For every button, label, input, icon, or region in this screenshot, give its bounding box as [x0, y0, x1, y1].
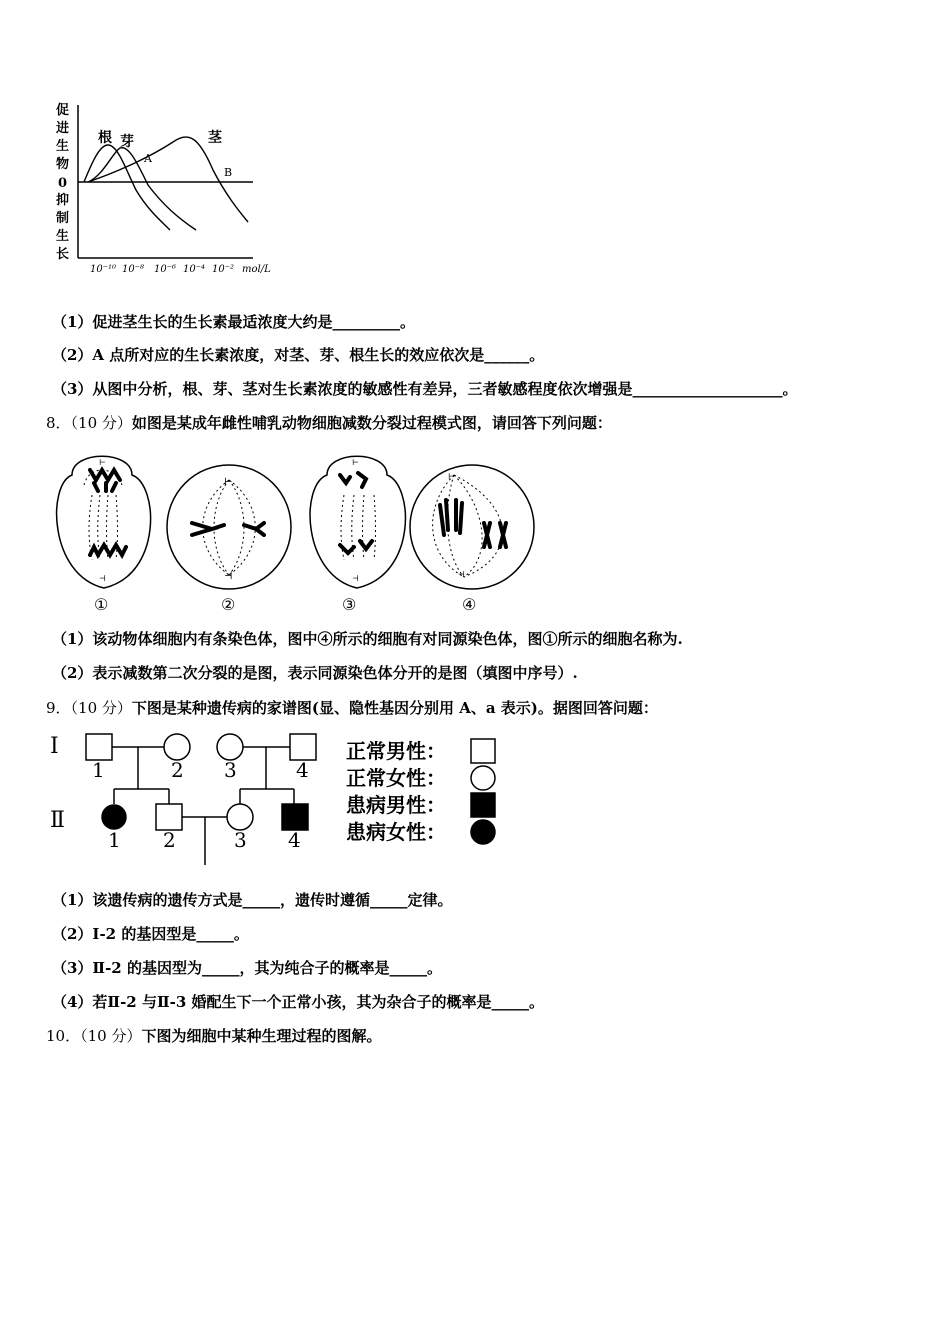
gen2-number: 3 — [234, 828, 247, 852]
q10-number: 10．（10 分） — [46, 1027, 142, 1045]
gen1-number: 3 — [224, 758, 237, 782]
svg-text:⊣: ⊣ — [352, 574, 359, 583]
ylabel-char: 物 — [56, 157, 70, 172]
legend-affected-female-icon — [471, 820, 495, 844]
ylabel-char: 进 — [56, 121, 70, 136]
x-tick-label: 10⁻² — [212, 264, 235, 275]
q7-item-3: （3）从图中分析，根、芽、茎对生长素浓度的敏感性有差异，三者敏感程度依次增强是____________________。 — [52, 380, 798, 398]
ylabel-char: 0 — [58, 176, 68, 191]
legend-label: 患病女性： — [346, 820, 446, 844]
q9-text: 下图是某种遗传病的家谱图(显、隐性基因分别用 A、a 表示)。据图回答问题： — [131, 699, 658, 717]
root-label: 根 — [98, 130, 112, 146]
pedigree-chart — [44, 725, 514, 870]
pedigree-legend — [346, 739, 495, 844]
ylabel-char: 促 — [56, 103, 70, 118]
q10-header — [46, 1026, 381, 1046]
cell-2 — [167, 465, 291, 589]
gen2-individual-4-male-affected — [282, 804, 308, 830]
q9-item-2: （2）Ⅰ-2 的基因型是_____。 — [52, 925, 249, 943]
cell-3 — [310, 456, 405, 588]
legend-label: 患病男性： — [346, 793, 446, 817]
gen1-number: 4 — [296, 758, 309, 782]
gen2-number: 1 — [108, 828, 121, 852]
ylabel-char: 长 — [56, 247, 70, 262]
legend-label: 正常男性： — [346, 739, 446, 763]
legend-affected-male-icon — [471, 793, 495, 817]
legend-label: 正常女性： — [346, 766, 446, 790]
q9-header — [46, 698, 658, 718]
gen2-individual-3-female-normal — [227, 804, 253, 830]
gen2-individual-1-female-affected — [102, 805, 126, 829]
x-tick-label: 10⁻⁸ — [122, 264, 145, 275]
svg-text:⊢: ⊢ — [99, 458, 106, 467]
q8-item-2: （2）表示减数第二次分裂的是图，表示同源染色体分开的是图（填图中序号）. — [52, 664, 578, 682]
q8-header — [46, 413, 612, 433]
q8-number: 8．（10 分） — [46, 414, 132, 432]
gen1-individual-2-female-normal — [164, 734, 190, 760]
gen1-number: 2 — [171, 758, 184, 782]
ylabel-char: 抑 — [56, 193, 70, 208]
root-curve — [84, 145, 170, 230]
cell-label-4: ④ — [462, 595, 477, 614]
q8-item-1: （1）该动物体细胞内有条染色体，图中④所示的细胞有对同源染色体，图①所示的细胞名称为. — [52, 630, 683, 648]
x-tick-label: 10⁻⁶ — [154, 264, 177, 275]
gen1-individual-3-female-normal — [217, 734, 243, 760]
generation-label-1: Ⅰ — [50, 734, 59, 759]
q9-item-1: （1）该遗传病的遗传方式是_____，遗传时遵循_____定律。 — [52, 891, 453, 909]
point-b-label: B — [224, 166, 233, 179]
svg-text:⊣: ⊣ — [224, 571, 233, 582]
point-a-label: A — [144, 152, 152, 165]
stem-label: 茎 — [208, 130, 222, 146]
gen2-number: 2 — [163, 828, 176, 852]
ylabel-char: 制 — [56, 211, 70, 226]
auxin-chart — [48, 100, 288, 280]
q9-item-3: （3）Ⅱ-2 的基因型为_____，其为纯合子的概率是_____。 — [52, 959, 442, 977]
cell-label-3: ③ — [342, 595, 357, 614]
gen2-individual-2-male-normal — [156, 804, 182, 830]
cell-1 — [57, 456, 151, 588]
ylabel-char: 生 — [56, 229, 70, 244]
svg-text:⊢: ⊢ — [224, 477, 233, 488]
meiosis-cells-figure — [44, 445, 539, 615]
q7-item-2: （2）A 点所对应的生长素浓度，对茎、芽、根生长的效应依次是______。 — [52, 346, 545, 364]
cell-label-2: ② — [221, 595, 236, 614]
svg-text:⊣: ⊣ — [99, 574, 106, 583]
ylabel-char: 生 — [56, 139, 70, 154]
generation-label-2: Ⅱ — [50, 808, 65, 833]
svg-text:⊢: ⊢ — [352, 458, 359, 467]
gen2-number: 4 — [288, 828, 301, 852]
x-unit-label: mol/L — [242, 264, 271, 275]
stem-curve — [88, 137, 248, 222]
x-tick-label: 10⁻¹⁰ — [90, 264, 117, 275]
q7-item-1: （1）促进茎生长的生长素最适浓度大约是_________。 — [52, 313, 415, 331]
cell-4 — [410, 465, 534, 589]
cell-label-1: ① — [94, 595, 109, 614]
x-tick-label: 10⁻⁴ — [183, 264, 206, 275]
q9-item-4: （4）若Ⅱ-2 与Ⅱ-3 婚配生下一个正常小孩，其为杂合子的概率是_____。 — [52, 993, 544, 1011]
q10-text: 下图为细胞中某种生理过程的图解。 — [141, 1027, 382, 1045]
legend-normal-male-icon — [471, 739, 495, 763]
gen1-individual-1-male-normal — [86, 734, 112, 760]
gen1-number: 1 — [92, 758, 105, 782]
svg-text:⊢: ⊢ — [448, 472, 455, 481]
svg-text:⊣: ⊣ — [458, 570, 465, 579]
gen1-individual-4-male-normal — [290, 734, 316, 760]
bud-label: 芽 — [120, 134, 134, 150]
q8-text: 如图是某成年雌性哺乳动物细胞减数分裂过程模式图，请回答下列问题： — [131, 414, 612, 432]
q9-number: 9．（10 分） — [46, 699, 132, 717]
legend-normal-female-icon — [471, 766, 495, 790]
